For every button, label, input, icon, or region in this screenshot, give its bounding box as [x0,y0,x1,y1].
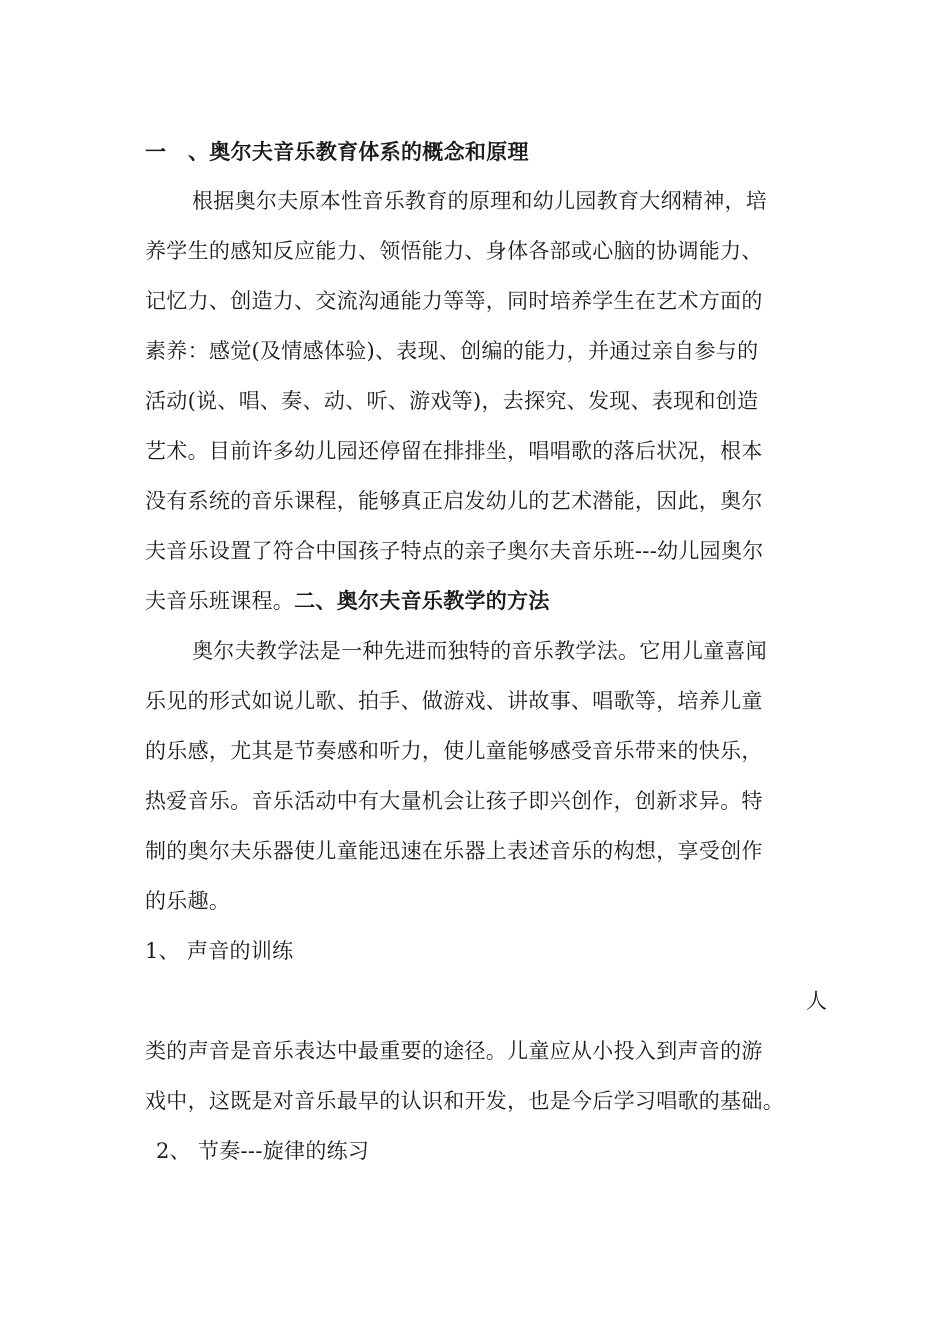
paragraph-1-line: 养学生的感知反应能力、领悟能力、身体各部或心脑的协调能力、 [145,239,763,263]
paragraph-2-line: 热爱音乐。音乐活动中有大量机会让孩子即兴创作，创新求异。特 [145,789,763,813]
paragraph-2-line: 奥尔夫教学法是一种先进而独特的音乐教学法。它用儿童喜闻 [192,639,768,663]
paragraph-3-line: 戏中，这既是对音乐最早的认识和开发，也是今后学习唱歌的基础。 [145,1089,784,1113]
paragraph-1-line: 没有系统的音乐课程，能够真正启发幼儿的艺术潜能，因此，奥尔 [145,489,763,513]
heading-1-title: 、奥尔夫音乐教育体系的概念和原理 [188,140,529,164]
paragraph-1-line: 记忆力、创造力、交流沟通能力等等，同时培养学生在艺术方面的 [145,289,763,313]
list-item-2: 2、 节奏---旋律的练习 [156,1139,370,1163]
paragraph-3-line: 类的声音是音乐表达中最重要的途径。儿童应从小投入到声音的游 [145,1039,763,1063]
paragraph-2-line: 制的奥尔夫乐器使儿童能迅速在乐器上表述音乐的构想，享受创作 [145,839,763,863]
heading-1 [145,137,166,167]
heading-2: 二、奥尔夫音乐教学的方法 [294,589,550,613]
list-item-1-trailing-char: 人 [806,989,828,1013]
paragraph-2-line: 的乐感，尤其是节奏感和听力，使儿童能够感受音乐带来的快乐， [145,739,763,763]
paragraph-2-line: 乐见的形式如说儿歌、拍手、做游戏、讲故事、唱歌等，培养儿童 [145,689,763,713]
list-item-1: 1、 声音的训练 [145,939,294,963]
paragraph-1-last-line [145,586,550,616]
paragraph-1-line: 艺术。目前许多幼儿园还停留在排排坐，唱唱歌的落后状况，根本 [145,439,763,463]
paragraph-1-line: 活动(说、唱、奏、动、听、游戏等)，去探究、发现、表现和创造 [145,389,759,413]
paragraph-1-line: 夫音乐设置了符合中国孩子特点的亲子奥尔夫音乐班---幼儿园奥尔 [145,539,764,563]
paragraph-1-line: 根据奥尔夫原本性音乐教育的原理和幼儿园教育大纲精神，培 [192,189,768,213]
paragraph-1-end: 夫音乐班课程。 [145,589,295,613]
heading-1-number: 一 [145,140,167,164]
paragraph-2-line: 的乐趣。 [145,889,231,913]
paragraph-1-line: 素养：感觉(及情感体验)、表现、创编的能力，并通过亲自参与的 [145,339,759,363]
